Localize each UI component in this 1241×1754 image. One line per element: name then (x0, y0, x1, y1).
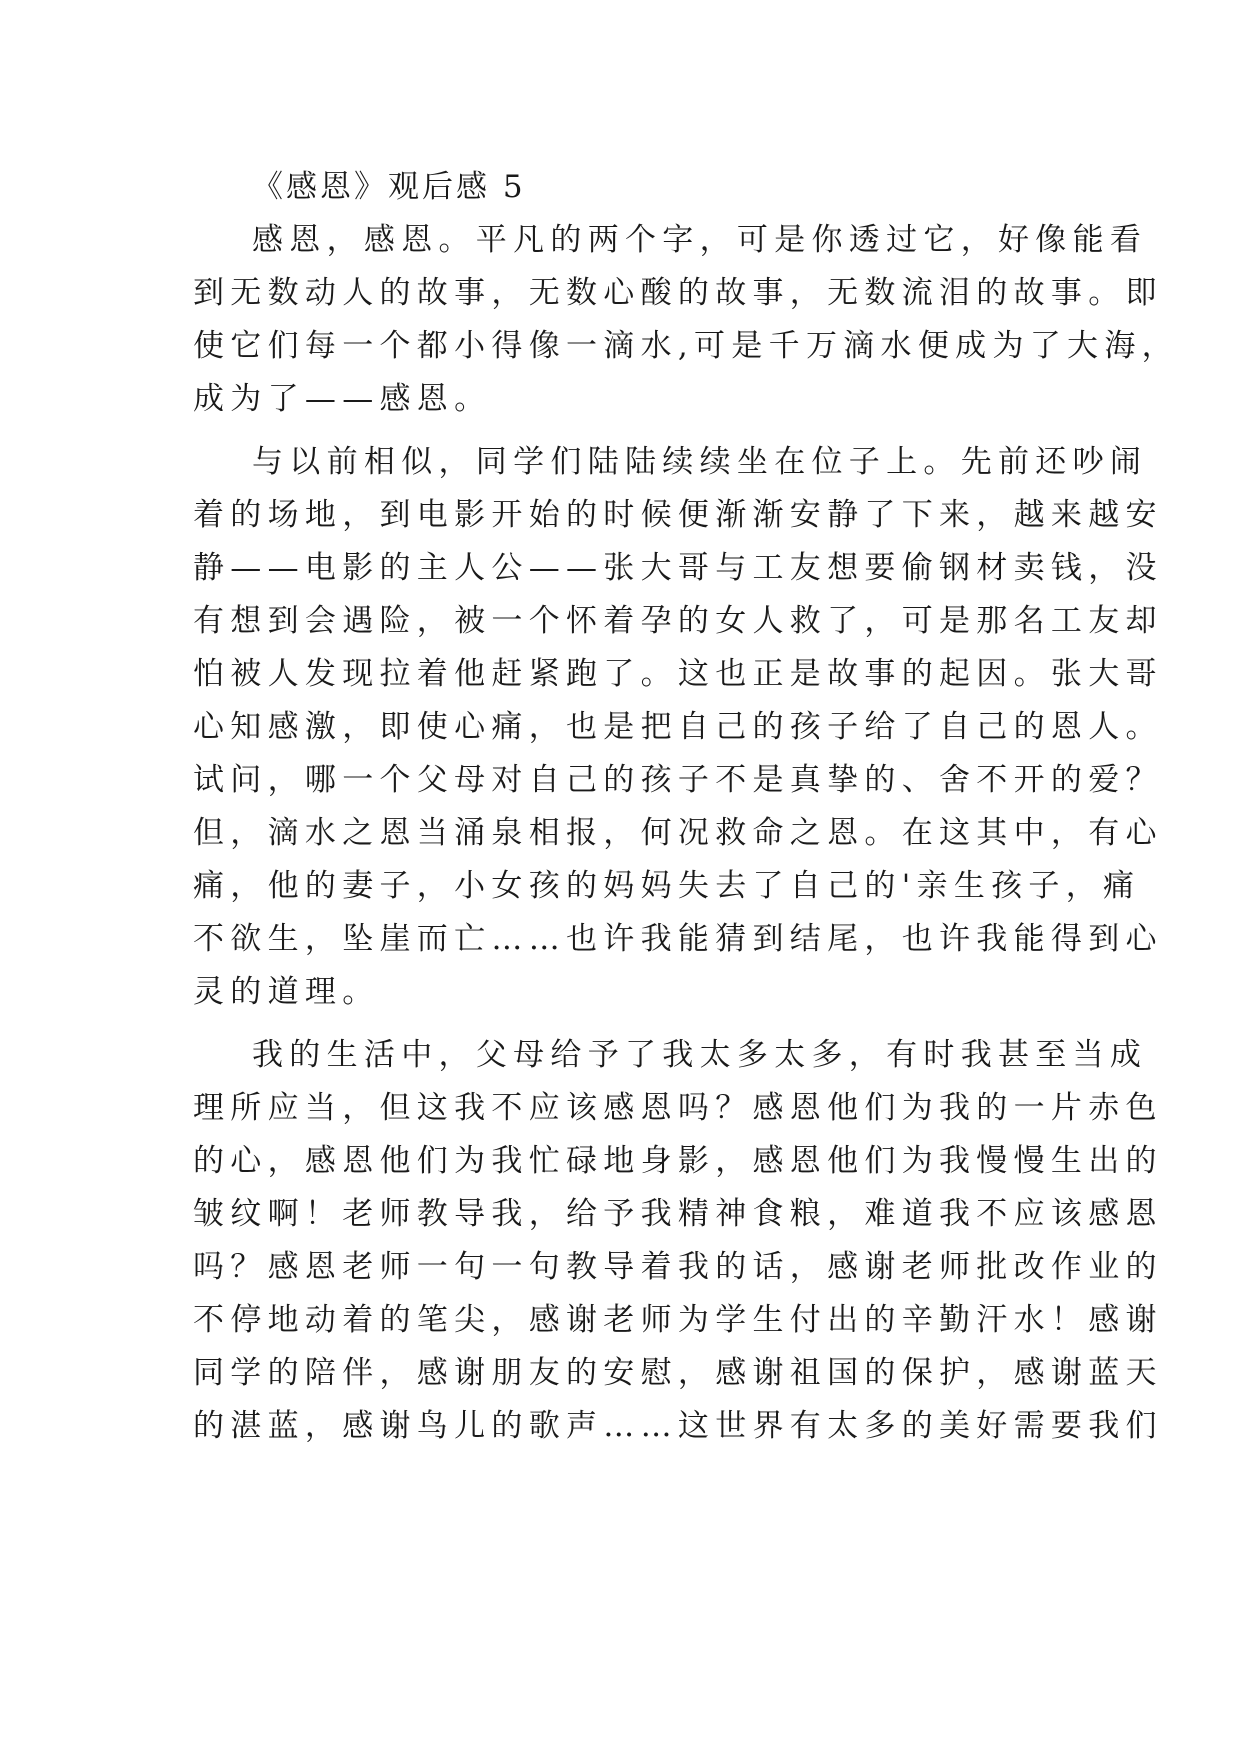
paragraph-3-line-2: 理所应当，但这我不应该感恩吗？感恩他们为我的一片赤色 (193, 1090, 1163, 1126)
paragraph-3-line-1: 我的生活中，父母给予了我太多太多，有时我甚至当成 (252, 1037, 1148, 1073)
document-title: 《感恩》观后感 5 (252, 169, 526, 205)
paragraph-2-line-7: 试问，哪一个父母对自己的孩子不是真挚的、舍不开的爱？ (193, 762, 1163, 798)
paragraph-3-line-5: 吗？感恩老师一句一句教导着我的话，感谢老师批改作业的 (193, 1249, 1163, 1285)
paragraph-3-line-3: 的心，感恩他们为我忙碌地身影，感恩他们为我慢慢生出的 (193, 1143, 1163, 1179)
paragraph-1-line-4: 成为了——感恩。 (193, 381, 492, 417)
paragraph-3-line-4: 皱纹啊！老师教导我，给予我精神食粮，难道我不应该感恩 (193, 1196, 1163, 1232)
paragraph-1-line-1: 感恩，感恩。平凡的两个字，可是你透过它，好像能看 (252, 222, 1148, 258)
paragraph-2-line-5: 怕被人发现拉着他赶紧跑了。这也正是故事的起因。张大哥 (193, 656, 1163, 692)
paragraph-3-line-8: 的湛蓝，感谢鸟儿的歌声……这世界有太多的美好需要我们 (193, 1408, 1163, 1444)
paragraph-1-line-3: 使它们每一个都小得像一滴水,可是千万滴水便成为了大海， (193, 328, 1179, 364)
paragraph-2-line-2: 着的场地，到电影开始的时候便渐渐安静了下来，越来越安 (193, 497, 1163, 533)
paragraph-2-line-3: 静——电影的主人公——张大哥与工友想要偷钢材卖钱，没 (193, 550, 1163, 586)
paragraph-2-line-9: 痛，他的妻子，小女孩的妈妈失去了自己的'亲生孩子，痛 (193, 868, 1141, 904)
paragraph-3-line-7: 同学的陪伴，感谢朋友的安慰，感谢祖国的保护，感谢蓝天 (193, 1355, 1163, 1391)
paragraph-3-line-6: 不停地动着的笔尖，感谢老师为学生付出的辛勤汗水！感谢 (193, 1302, 1163, 1338)
paragraph-2-line-11: 灵的道理。 (193, 974, 380, 1010)
paragraph-2-line-4: 有想到会遇险，被一个怀着孕的女人救了，可是那名工友却 (193, 603, 1163, 639)
paragraph-2-line-6: 心知感激，即使心痛，也是把自己的孩子给了自己的恩人。 (193, 709, 1163, 745)
paragraph-2-line-10: 不欲生，坠崖而亡……也许我能猜到结尾，也许我能得到心 (193, 921, 1163, 957)
paragraph-1-line-2: 到无数动人的故事，无数心酸的故事，无数流泪的故事。即 (193, 275, 1163, 311)
paragraph-2-line-1: 与以前相似，同学们陆陆续续坐在位子上。先前还吵闹 (252, 444, 1148, 480)
paragraph-2-line-8: 但，滴水之恩当涌泉相报，何况救命之恩。在这其中，有心 (193, 815, 1163, 851)
